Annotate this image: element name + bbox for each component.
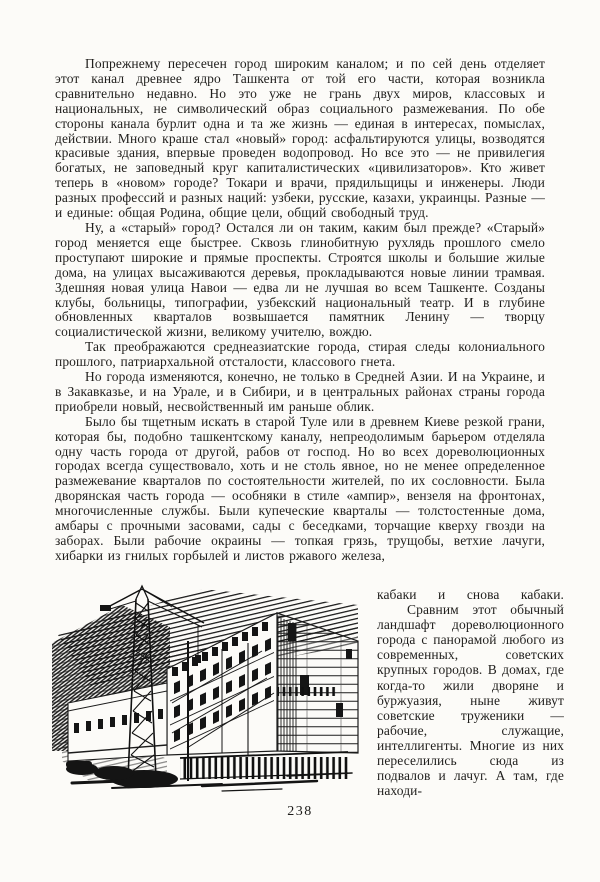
- body-text: [55, 57, 545, 564]
- page-number: 238: [287, 804, 313, 819]
- bottom-section: [0, 583, 600, 813]
- paragraph: Было бы тщетным искать в старой Туле или в древнем Киеве резкой грани, которая бы, подобно ташкентскому каналу, непреодолимым барьером отделяла одну часть города от другой, рабов от господ. Но во всех дореволюционных городах всегда существовало, хоть и не столь явное, но не менее определенное размежевание кварталов по состоятельности жителей, по их сословности. Была дворянская часть города — особняки в стиле «ампир», вензеля на фронтонах, многочисленные службы. Были купеческие кварталы — толстостенные дома, амбары с прочными засовами, сады с беседками, торчащие кверху гвозди на заборах. Были рабочие окраины — топкая грязь, трущобы, ветхие лачуги, хибарки из гнилых горбылей и листов ржавого железа,: [55, 413, 545, 563]
- paragraph: Ну, а «старый» город? Остался ли он таким, каким был прежде? «Старый» город меняется еще быстрее. Сквозь глинобитную рухлядь прошлого смело проступают широкие и прямые проспекты. Строятся школы и большие жилые дома, на улицах высаживаются деревья, прокладываются новые линии трамвая. Здешняя новая улица Навои — едва ли не лучшая во всем Ташкенте. Созданы клубы, больницы, типографии, узбекский национальный театр. И в глубине обновленных кварталов возвышается памятник Ленину — творцу социалистической жизни, великому учителю, вождю.: [55, 219, 545, 340]
- paragraph: Попрежнему пересечен город широким каналом; и по сей день отделяет этот канал древнее ядро Ташкента от той его части, которая возникла сравнительно недавно. Но это уже не грань двух миров, классовых и национальных, не символический образ социального размежевания. По обе стороны канала бурлит одна и та же жизнь — единая в интересах, помыслах, действии. Много краше стал «новый» город: асфальтируются улицы, возводятся красивые здания, впервые проведен водопровод. Но все это — не привилегия богатых, не заповедный круг капиталистических «цивилизаторов». Кто живет теперь в «новом» городе? Токари и врачи, прядильщицы и инженеры. Люди разных профессий и разных наций: узбеки, русские, казахи, украинцы. Разные — и единые: общая Родина, общие цели, общий свободный труд.: [55, 56, 545, 221]
- construction-site-illustration-icon: [52, 583, 360, 795]
- paragraph: Сравним этот обычный ландшафт дореволюционного города с панорамой любого из современных, советских крупных городов. В домах, где когда-то жили дворяне и буржуазия, ныне живут советские труженики — рабочие, служащие, интеллигенты. Многие из них переселились сюда из подвалов и лачуг. А там, где находи-: [377, 602, 564, 799]
- paragraph: Так преображаются среднеазиатские города, стирая следы колониального прошлого, патриархальной отсталости, классового гнета.: [55, 339, 545, 370]
- paragraph-overflow-line: кабаки и снова кабаки.: [377, 587, 564, 602]
- side-column: [377, 587, 564, 798]
- paragraph: Но города изменяются, конечно, не только в Средней Азии. И на Украине, и в Закавказье, и на Урале, и в Сибири, и в центральных районах страны города приобрели новый, несвойственный им раньше облик.: [55, 369, 545, 414]
